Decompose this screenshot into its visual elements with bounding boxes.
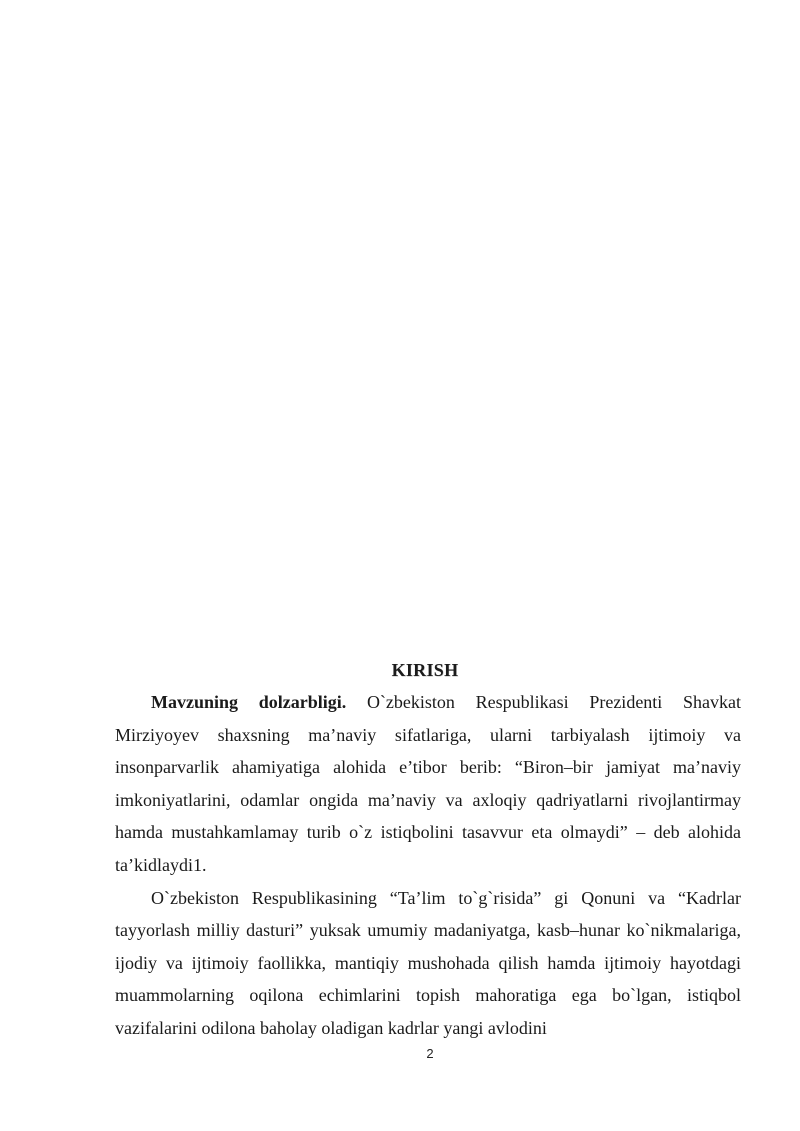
paragraph-text: O`zbekiston Respublikasi Prezidenti Shavkat Mirziyoyev shaxsning ma’naviy sifatlariga, ularni tarbiyalash ijtimoiy va insonparvarlik ahamiyatiga alohida e’tibor berib: “Biron–bir jamiyat ma’naviy imkoniyatlarini, odamlar ongida ma’naviy va axloqiy qadriyatlarni rivojlantirmay hamda mustahkamlamay turib o`z istiqbolini tasavvur eta olmaydi” – deb alohida ta’kidlaydi1. xyxy=(115,692,742,875)
paragraph-relevance xyxy=(115,686,741,882)
body-text xyxy=(115,686,741,1045)
section-heading: KIRISH xyxy=(391,660,459,680)
paragraph-lead: Mavzuning dolzarbligi. xyxy=(151,692,347,712)
paragraph-text: O`zbekiston Respublikasining “Ta’lim to`g`risida” gi Qonuni va “Kadrlar tayyorlash milliy dasturi” yuksak umumiy madaniyatga, kasb–hunar ko`nikmalariga, ijodiy va ijtimoiy faollikka, mantiqiy mushohada qilish hamda ijtimoiy hayotdagi muammolarning oqilona echimlarini topish mahoratiga ega bo`lgan, istiqbol vazifalarini odilona baholay oladigan kadrlar yangi avlodini xyxy=(115,887,741,1038)
paragraph-education-law xyxy=(115,882,741,1045)
page-number: 2 xyxy=(426,1046,434,1061)
